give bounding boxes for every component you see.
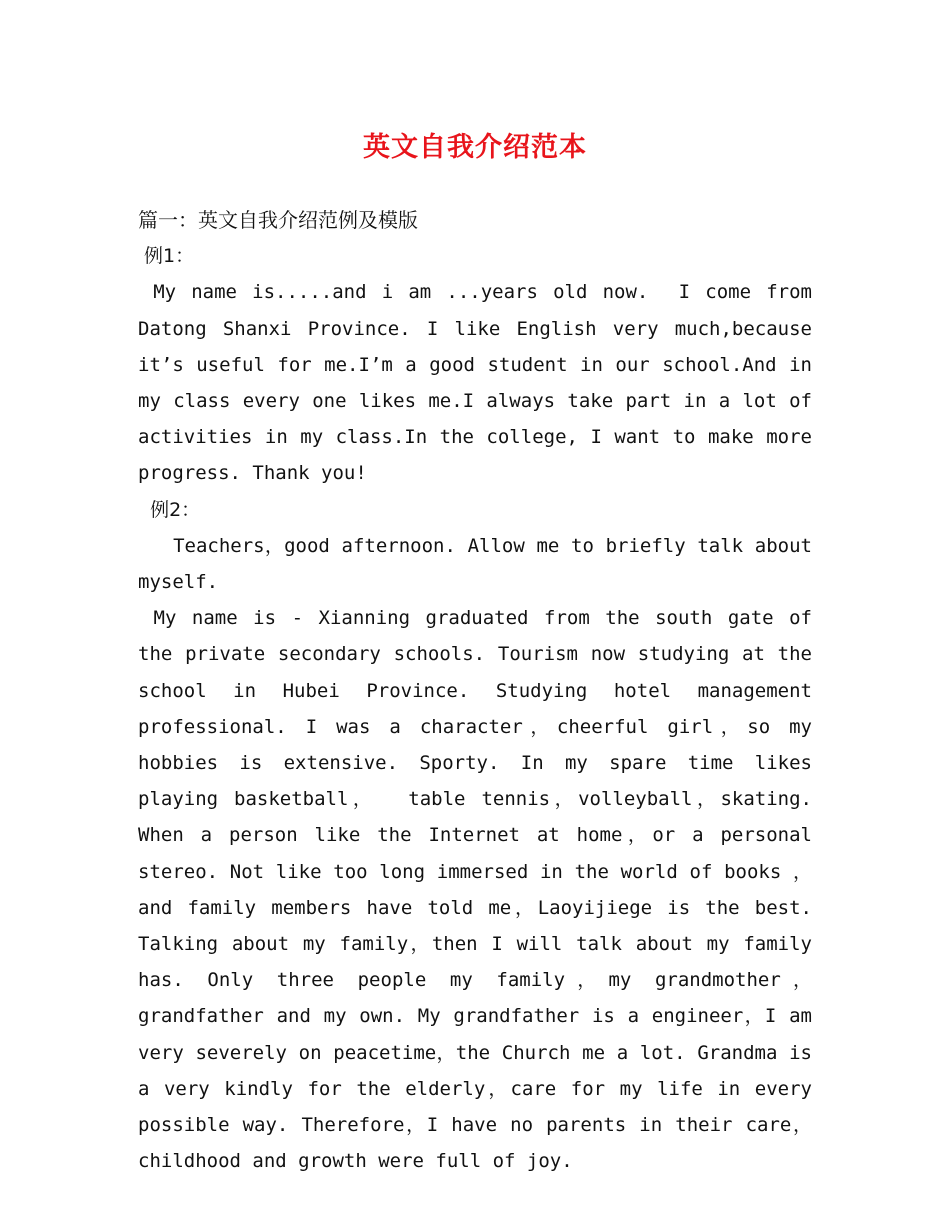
section-heading: 篇一：英文自我介绍范例及模版 xyxy=(138,208,418,232)
example-2-intro: Teachers，good afternoon. Allow me to briefly talk about myself. xyxy=(138,534,824,594)
example-1-text: My name is.....and i am ...years old now. I come from Datong Shanxi Province. I like English very much,because it’s useful for me.I’m a good student in our school.And in my class every one likes me.I always take part in a lot of activities in my class.In the college, I want to make more progress. Thank you! xyxy=(138,281,824,485)
example-2-text: My name is - Xianning graduated from the south gate of the private secondary schools. Tourism now studying at the school in Hubei Province. Studying hotel management professional. I was a character，cheerful girl，so my hobbies is extensive. Sporty. In my spare time likes playing basketball， table tennis，volleyball，skating. When a person like the Internet at home，or a personal stereo. Not like too long immersed in the world of books ， and family members have told me，Laoyijiege is the best. Talking about my family，then I will talk about my family has. Only three people my family，my grandmother， grandfather and my own. My grandfather is a engineer，I am very severely on peacetime，the Church me a lot. Grandma is a very kindly for the elderly，care for my life in every possible way. Therefore，I have no parents in their care，childhood and growth were full of joy. xyxy=(138,607,824,1173)
document-body xyxy=(138,202,824,1179)
document-title: 英文自我介绍范本 xyxy=(363,132,587,163)
example-1-label: 例1： xyxy=(138,245,195,268)
example-2-label: 例2： xyxy=(138,498,201,521)
